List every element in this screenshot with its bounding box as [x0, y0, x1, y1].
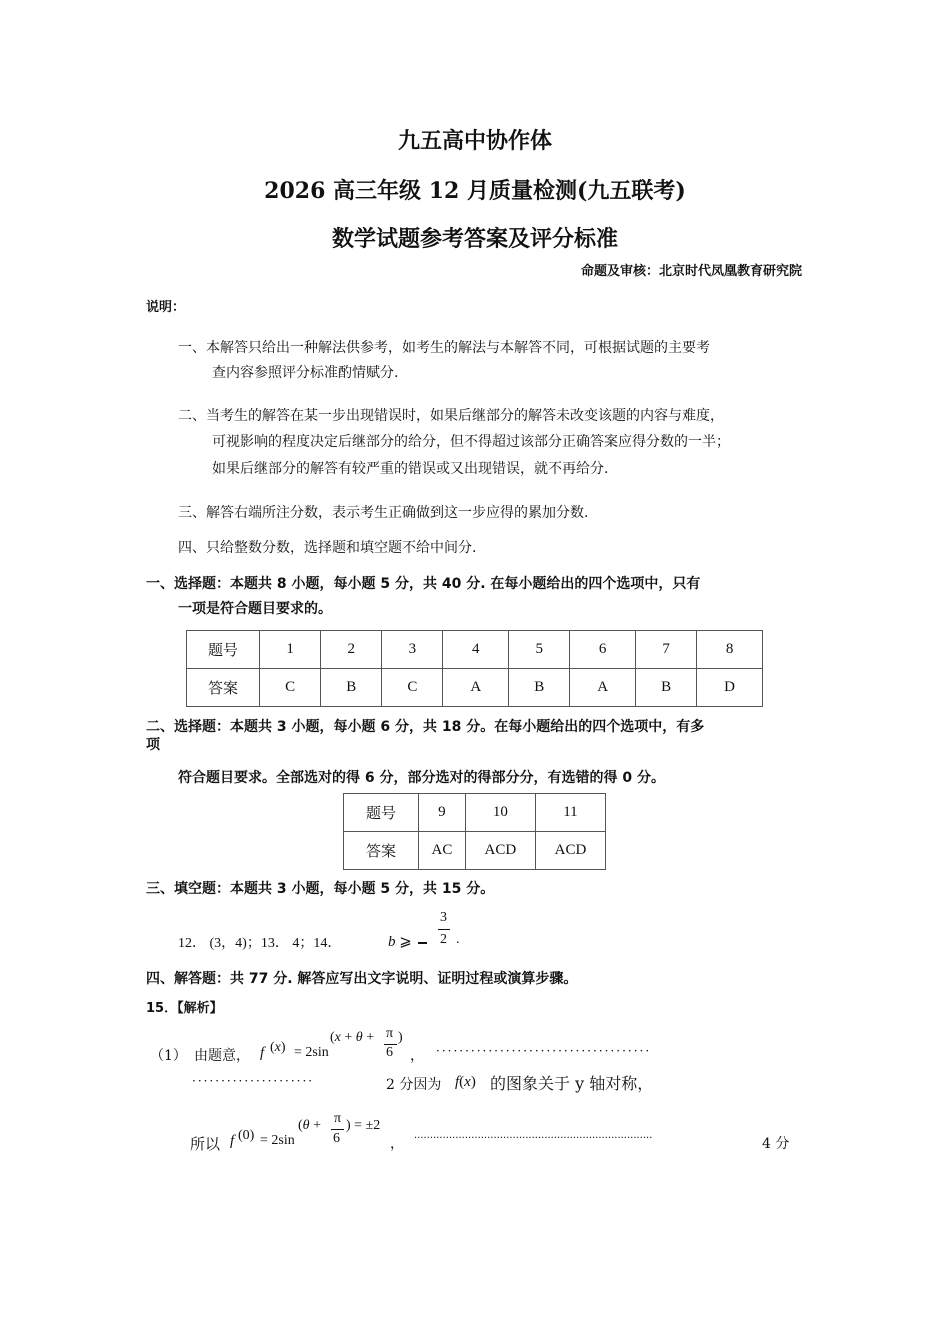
note-1-line-a: 一、本解答只给出一种解法供参考，如考生的解法与本解答不同，可根据试题的主要考	[178, 340, 710, 356]
notes-label: 说明：	[146, 300, 186, 315]
formula-fx-rhs: = 2sin	[294, 1045, 329, 1060]
note-2-line-a: 二、当考生的解答在某一步出现错误时，如果后继部分的解答未改变该题的内容与难度，	[178, 408, 724, 424]
table-cell: 7	[636, 631, 697, 669]
formula-f0-rhs: = 2sin	[260, 1133, 295, 1148]
part1-intro: 由题意，	[194, 1048, 250, 1064]
fraction-bar	[331, 1129, 344, 1130]
leader-dots: ·····················	[192, 1074, 315, 1088]
table-row-numbers	[187, 631, 763, 669]
section2-heading-line1b: 项	[146, 737, 160, 753]
fraction-bar	[438, 929, 450, 930]
so-label: 所以	[190, 1135, 221, 1153]
table-cell: 3	[382, 631, 443, 669]
table-cell: B	[321, 669, 382, 707]
formula-f0-arg2: (θ +	[298, 1118, 321, 1133]
section1-answer-table	[186, 630, 763, 707]
symmetry-text: 的图象关于 y 轴对称，	[490, 1074, 654, 1093]
section2-heading-line1: 二、选择题：本题共 3 小题，每小题 6 分，共 18 分。在每小题给出的四个选项中，有多	[146, 719, 705, 735]
table-cell: C	[260, 669, 321, 707]
table-cell: 1	[260, 631, 321, 669]
table-cell: 11	[535, 794, 605, 832]
note-2-line-c: 如果后继部分的解答有较严重的错误或又出现错误，就不再给分.	[212, 461, 609, 477]
table-header-cell: 题号	[187, 631, 260, 669]
table-cell: ACD	[535, 832, 605, 870]
table-cell: AC	[419, 832, 466, 870]
table-header-cell: 答案	[344, 832, 419, 870]
formula-fx-inline: f(x)	[455, 1074, 476, 1090]
table-cell: 5	[509, 631, 570, 669]
section3-fraction-denominator: 2	[440, 932, 447, 947]
table-cell: B	[509, 669, 570, 707]
formula-fx-arg: (x)	[270, 1040, 286, 1055]
formula-six: 6	[386, 1045, 393, 1060]
formula-six: 6	[333, 1131, 340, 1146]
formula-fx: f	[260, 1045, 265, 1061]
section3-inequality: b ⩾	[388, 932, 427, 951]
table-cell: C	[382, 669, 443, 707]
section4-heading: 四、解答题：共 77 分. 解答应写出文字说明、证明过程或演算步骤。	[146, 971, 578, 987]
table-cell: ACD	[465, 832, 535, 870]
table-cell: D	[697, 669, 763, 707]
table-cell: 2	[321, 631, 382, 669]
note-1-line-b: 查内容参照评分标准酌情赋分.	[212, 365, 399, 381]
table-header-cell: 题号	[344, 794, 419, 832]
table-cell: B	[636, 669, 697, 707]
formula-close: )	[398, 1030, 403, 1045]
part1-label: （1）	[150, 1048, 187, 1064]
section1-heading-line1: 一、选择题：本题共 8 小题，每小题 5 分，共 40 分. 在每小题给出的四个选项中，只有	[146, 576, 701, 592]
leader-dots: ···········································································	[414, 1133, 653, 1144]
table-cell: 6	[570, 631, 636, 669]
document-title-line1: 九五高中协作体	[397, 128, 552, 154]
section3-answers-text: 12． (3，4)；13． 4；14．	[178, 936, 342, 951]
formula-f0-arg: (0)	[238, 1128, 255, 1143]
formula-pi: π	[334, 1111, 342, 1126]
q15-label: 15．【解析】	[146, 1001, 223, 1016]
note-4: 四、只给整数分数，选择题和填空题不给中间分.	[178, 540, 477, 556]
formula-fx-arg2: (x + θ +	[330, 1030, 375, 1045]
table-row-answers	[344, 832, 606, 870]
section3-period: .	[456, 932, 460, 947]
score-2: 2 分因为	[386, 1077, 442, 1093]
formula-f0-result: ) = ±2	[346, 1118, 381, 1133]
table-cell: 4	[443, 631, 509, 669]
table-cell: A	[443, 669, 509, 707]
formula-pi: π	[386, 1026, 394, 1041]
table-cell: 9	[419, 794, 466, 832]
formula-comma: ，	[390, 1137, 404, 1152]
leader-dots: ·····································	[436, 1044, 652, 1058]
table-row-answers	[187, 669, 763, 707]
table-header-cell: 答案	[187, 669, 260, 707]
formula-f0: f	[230, 1133, 235, 1149]
document-title-line3: 数学试题参考答案及评分标准	[331, 226, 618, 252]
table-cell: 10	[465, 794, 535, 832]
section1-heading-line2: 一项是符合题目要求的。	[178, 601, 332, 617]
section3-heading: 三、填空题：本题共 3 小题，每小题 5 分，共 15 分。	[146, 881, 495, 897]
note-2-line-b: 可视影响的程度决定后继部分的给分，但不得超过该部分正确答案应得分数的一半；	[212, 434, 730, 450]
table-row-numbers	[344, 794, 606, 832]
author-credit: 命题及审核：北京时代凤凰教育研究院	[580, 264, 802, 279]
score-4: 4 分	[762, 1136, 790, 1152]
document-title-line2: 2026 高三年级 12 月质量检测(九五联考)	[264, 178, 686, 204]
note-3: 三、解答右端所注分数，表示考生正确做到这一步应得的累加分数.	[178, 505, 589, 521]
formula-comma: ，	[410, 1049, 424, 1064]
section2-heading-line2: 符合题目要求。全部选对的得 6 分，部分选对的得部分分，有选错的得 0 分。	[178, 770, 665, 786]
table-cell: A	[570, 669, 636, 707]
table-cell: 8	[697, 631, 763, 669]
section2-answer-table	[343, 793, 606, 870]
section3-fraction-numerator: 3	[440, 910, 447, 925]
